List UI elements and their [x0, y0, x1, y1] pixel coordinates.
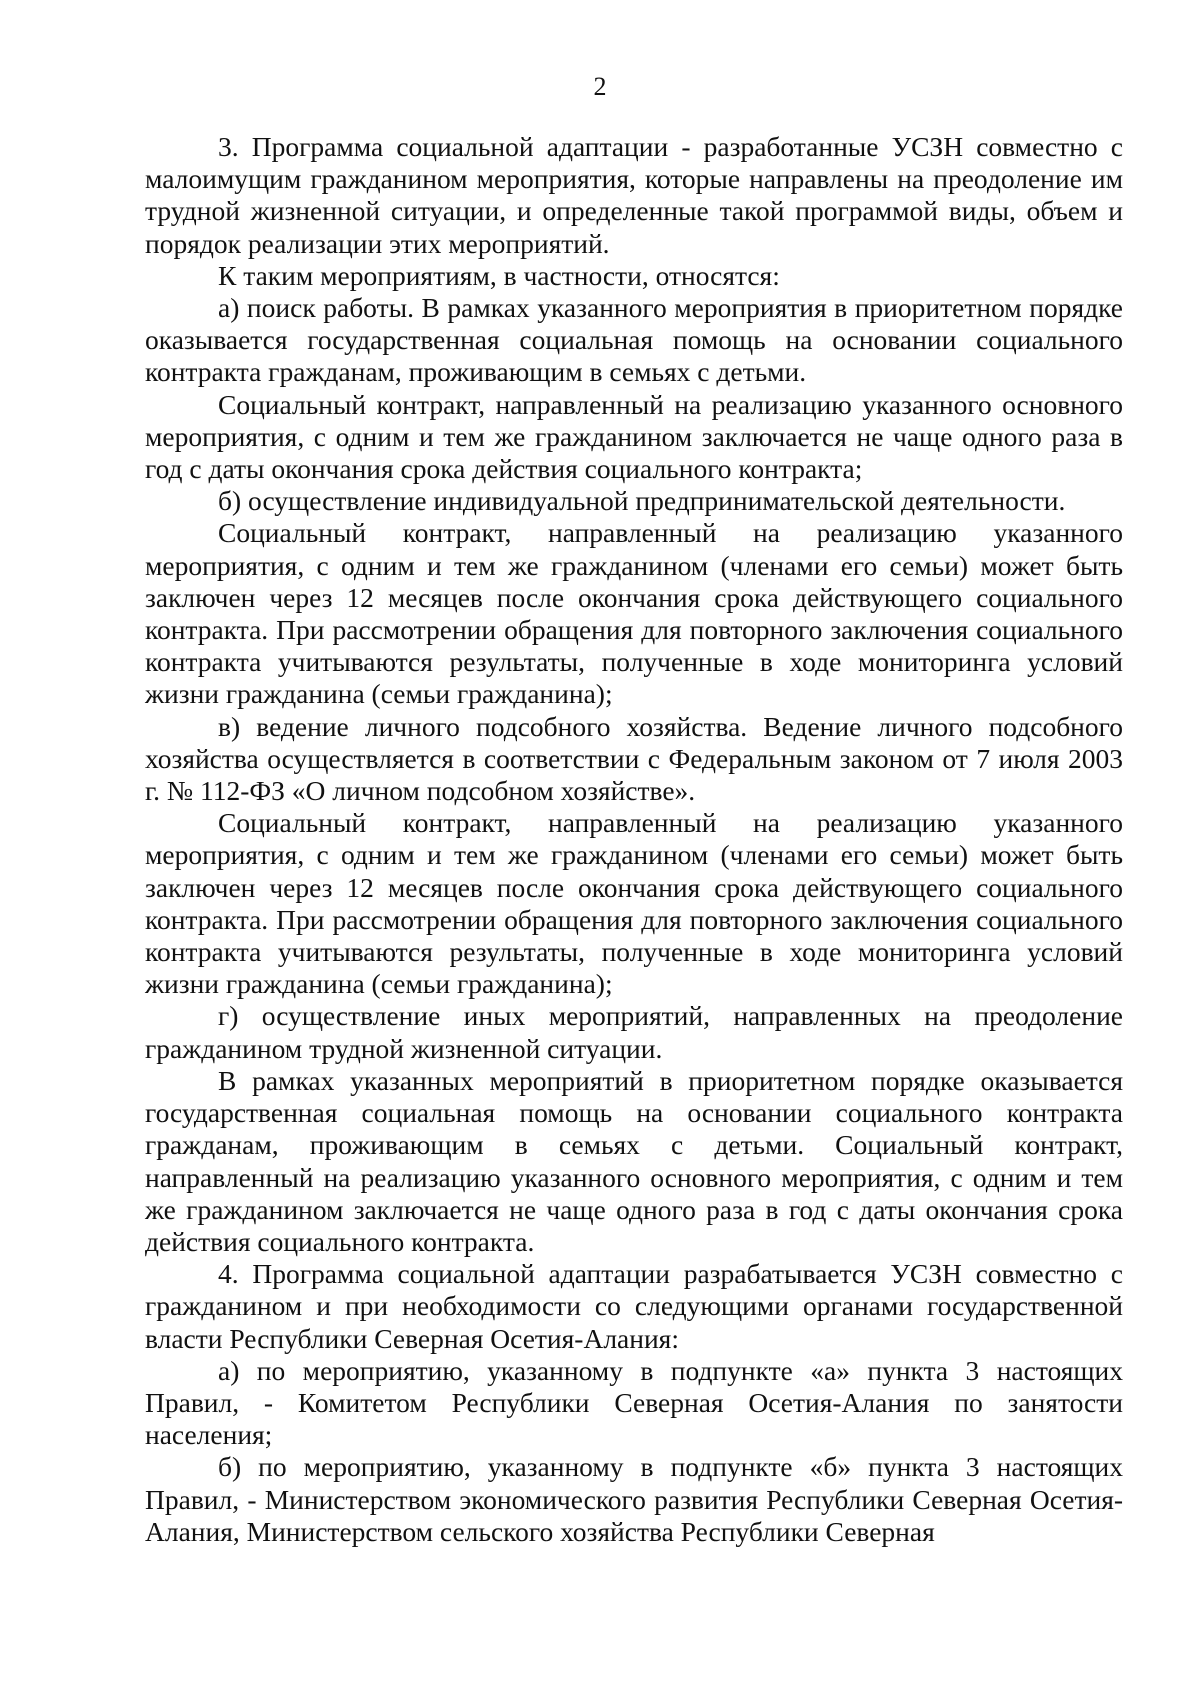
page-number: 2 — [593, 72, 607, 101]
paragraph-3-definition: 3. Программа социальной адаптации - разработанные УСЗН совместно с малоимущим гражданином мероприятия, которые направлены на преодоление им трудной жизненной ситуации, и определенные такой программой виды, объем и порядок реализации этих мероприятий. — [145, 131, 1123, 259]
paragraph-b-contract-terms: Социальный контракт, направленный на реализацию указанного мероприятия, с одним и тем же гражданином (членами его семьи) может быть заключен через 12 месяцев после окончания срока действующего социального контракта. При рассмотрении обращения для повторного заключения социального контракта учитываются результаты, полученные в ходе мониторинга условий жизни гражданина (семьи гражданина); — [145, 517, 1123, 710]
paragraph-4a-employment-committee: а) по мероприятию, указанному в подпункте «а» пункта 3 настоящих Правил, - Комитетом Республики Северная Осетия-Алания по занятости населения; — [145, 1354, 1123, 1451]
paragraph-priority-assistance: В рамках указанных мероприятий в приоритетном порядке оказывается государственная социальная помощь на основании социального контракта гражданам, проживающим в семьях с детьми. Социальный контракт, направленный на реализацию указанного основного мероприятия, с одним и тем же гражданином заключается не чаще одного раза в год с даты окончания срока действия социального контракта. — [145, 1064, 1123, 1257]
paragraph-v-household: в) ведение личного подсобного хозяйства. Ведение личного подсобного хозяйства осуществляется в соответствии с Федеральным законом от 7 июля 2003 г. № 112-ФЗ «О личном подсобном хозяйстве». — [145, 710, 1123, 807]
paragraph-activities-intro: К таким мероприятиям, в частности, относятся: — [218, 259, 780, 291]
paragraph-a-job-search: а) поиск работы. В рамках указанного мероприятия в приоритетном порядке оказывается государственная социальная помощь на основании социального контракта гражданам, проживающим в семьях с детьми. — [145, 292, 1123, 388]
paragraph-v-contract-terms: Социальный контракт, направленный на реализацию указанного мероприятия, с одним и тем же гражданином (членами его семьи) может быть заключен через 12 месяцев после окончания срока действующего социального контракта. При рассмотрении обращения для повторного заключения социального контракта учитываются результаты, полученные в ходе мониторинга условий жизни гражданина (семьи гражданина); — [145, 807, 1123, 1000]
paragraph-4b-ministries: б) по мероприятию, указанному в подпункте «б» пункта 3 настоящих Правил, - Министерством экономического развития Республики Северная Осетия-Алания, Министерством сельского хозяйства Республики Северная — [145, 1451, 1123, 1547]
document-body — [145, 131, 1123, 1548]
paragraph-g-other-activities: г) осуществление иных мероприятий, направленных на преодоление гражданином трудной жизненной ситуации. — [145, 1000, 1123, 1064]
paragraph-a-contract-terms: Социальный контракт, направленный на реализацию указанного основного мероприятия, с одним и тем же гражданином заключается не чаще одного раза в год с даты окончания срока действия социального контракта; — [145, 388, 1123, 485]
paragraph-4-program-development: 4. Программа социальной адаптации разрабатывается УСЗН совместно с гражданином и при необходимости со следующими органами государственной власти Республики Северная Осетия-Алания: — [145, 1258, 1123, 1354]
paragraph-b-entrepreneurship: б) осуществление индивидуальной предпринимательской деятельности. — [218, 485, 1066, 517]
